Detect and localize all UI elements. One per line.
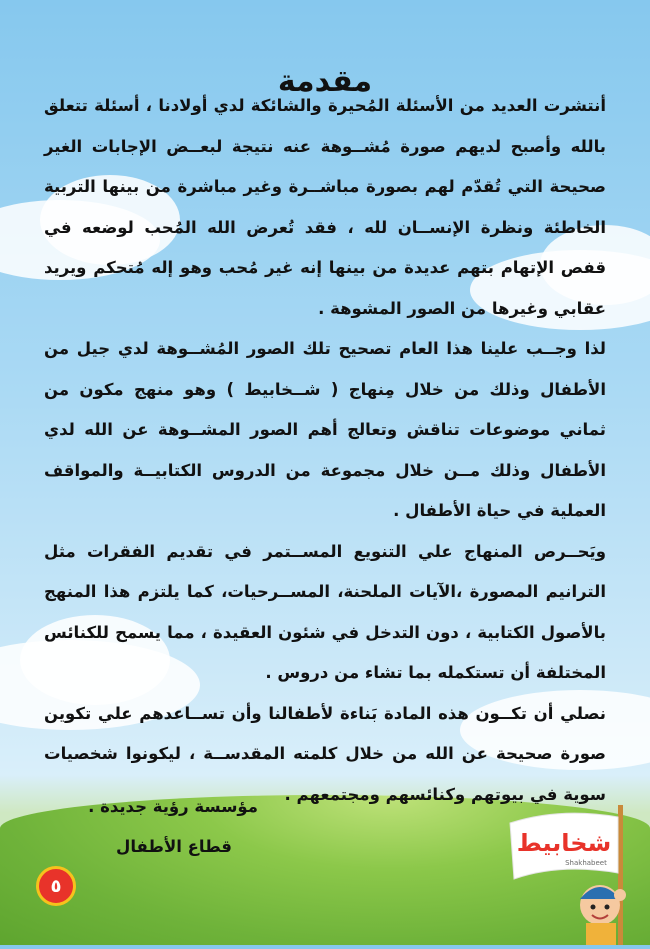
paragraph-3: ويَحــرص المنهاج علي التنويع المســتمر في تقديم الفقرات مثل الترانيم المصورة ،الآيات الملحنة، المســرحيات، كما يلتزم هذا المنهج بالأصول الكتابية ، دون التدخل في شئون العقيدة ، مما يسمح للكنائس المختلفة أن تستكمله بما تشاء من دروس . bbox=[44, 541, 606, 682]
paragraph-1: أنتشرت العديد من الأسئلة المُحيرة والشائكة لدي أولادنا ، أسئلة تتعلق بالله وأصبح لديهم صورة مُشــوهة عنه نتيجة لبعــض الإجابات الغير صحيحة التي تُقدّم لهم بصورة مباشــرة وغير مباشرة من بينها التربية الخاطئة ونظرة الإنســان لله ، فقد تُعرض الله المُحب لوضعه في قفص الإتهام بتهم عديدة من بينها إنه غير مُحب وهو إله مُتحكم ويريد عقابي وغيرها من الصور المشوهة . bbox=[44, 96, 606, 318]
logo-latin: Shakhabeet bbox=[565, 859, 607, 867]
paragraph-4: نصلي أن تكــون هذه المادة بَناءة لأطفالنا وأن تســاعدهم علي تكوين صورة صحيحة عن الله من خلال كلمته المقدســة ، ليكونوا شخصيات سوية في بيوتهم وكنائسهم ومجتمعهم . bbox=[44, 703, 606, 804]
page-number: ٥ bbox=[50, 875, 62, 897]
introduction-body bbox=[44, 86, 606, 815]
flag-character-icon bbox=[500, 795, 650, 945]
page-title: مقدمة bbox=[277, 64, 373, 100]
signature-department: قطاع الأطفال bbox=[116, 837, 232, 856]
signature-organization: مؤسسة رؤية جديدة . bbox=[88, 797, 258, 816]
signature-block bbox=[88, 787, 258, 867]
paragraph-2: لذا وجــب علينا هذا العام تصحيح تلك الصور المُشــوهة لدي جيل من الأطفال وذلك من خلال مِنهاج ( شــخابيط ) وهو منهج مكون من ثماني موضوعات تناقش وتعالج أهم الصور المشــوهة عن الله لدي الأطفال وذلك مــن خلال مجموعة من الدروس الكتابيــة والمواقف العملية في حياة الأطفال . bbox=[44, 339, 606, 520]
page-number-badge bbox=[36, 866, 76, 906]
logo-arabic: شخابيط bbox=[516, 829, 612, 857]
